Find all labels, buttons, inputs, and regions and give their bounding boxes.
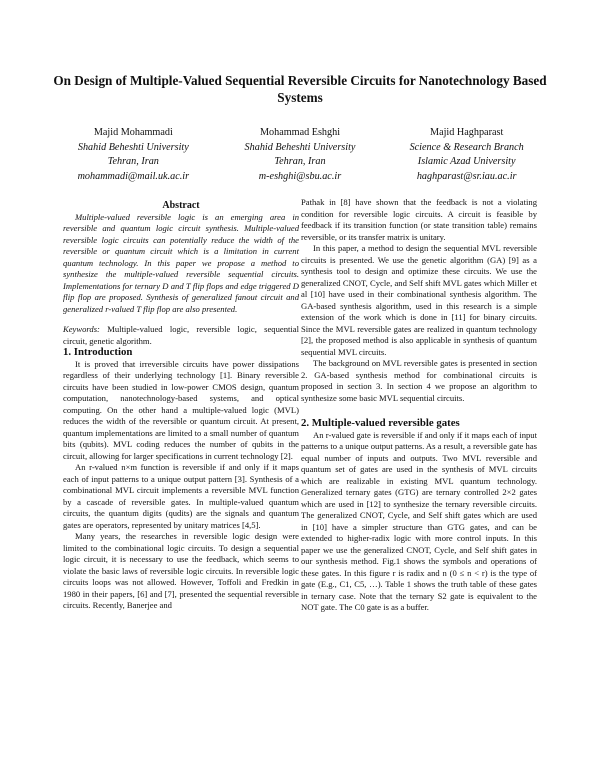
author-email: m-eshghi@sbu.ac.ir (258, 170, 342, 182)
author-3 (383, 126, 550, 184)
section-2-heading: 2. Multiple-valued reversible gates (301, 417, 460, 429)
author-1 (50, 126, 217, 184)
intro-paragraph-5: In this paper, a method to design the sequential MVL reversible circuits is presented. We use the genetic algorithm (GA) [9] as a synthesis tool to design and optimize these circuits. We use the generalized CNOT, Cycle, and Self shift MVL gates which Miller et al [10] have used in their combinational synthesis algorithm. The GA-based synthesis algorithm, used in this research is a simple extension of the work which is done in [11] for binary circuits. Since the MVL reversible gates are realized in quantum technology [2], the proposed method is also applicable in synthesis of quantum sequential MVL circuits. (301, 243, 537, 357)
left-column (63, 200, 299, 612)
author-city: Islamic Azad University (417, 156, 516, 167)
author-city: Tehran, Iran (107, 156, 159, 167)
intro-paragraph-4: Pathak in [8] have shown that the feedback is not a violating condition for reversible logic circuits. A circuit is feasible by feedback if its transition function (or state transition table) remains reversible, or its transfer matrix is unitary. (301, 197, 537, 242)
paper-title: On Design of Multiple-Valued Sequential Reversible Circuits for Nanotechnology Based Systems (53, 73, 547, 105)
author-affiliation: Shahid Beheshti University (244, 141, 356, 153)
author-city: Tehran, Iran (274, 156, 326, 167)
author-name: Mohammad Eshghi (259, 127, 341, 138)
section-1-heading: 1. Introduction (63, 346, 133, 358)
author-email: haghparast@sr.iau.ac.ir (416, 170, 517, 182)
author-email: mohammadi@mail.uk.ac.ir (77, 170, 190, 182)
intro-paragraph-3: Many years, the researches in reversible logic design were limited to the combinational logic circuits. To design a sequential logic circuit, it is necessary to use the feedback, which seems to violate the basic laws of reversible logic circuits. In reversible logic circuits loops was not allowed. However, Toffoli and Fredkin in 1980 in their papers, [6] and [7], presented the sequential reversible circuits. Recently, Banerjee and (63, 531, 299, 610)
keywords-text: Multiple-valued logic, reversible logic, sequential circuit, genetic algorithm. (63, 324, 299, 346)
author-affiliation: Science & Research Branch (409, 141, 524, 153)
intro-paragraph-1: It is proved that irreversible circuits have power dissipations regardless of their underlying technology [1]. Binary reversible circuits have been studied in low-power CMOS design, quantum computation, nanotechnology-based systems, and optical computing. On the other hand a multiple-valued logic (MVL) reduces the width of the reversible or quantum circuit. At present, quantum implementations are limited to a small number of quantum bits (qubits). MVL coding reduces the number of qubits in the circuit, allowing for larger specifications in current technology [2]. (63, 358, 299, 461)
right-column (301, 197, 537, 614)
author-name: Majid Haghparast (430, 127, 504, 138)
section-2-paragraph-1: An r-valued gate is reversible if and only if it maps each of input patterns to a unique output patterns. As a result, a reversible gate has equal number of inputs and outputs. Two MVL reversible and quantum set of gates are used in the synthesis of MVL circuits which are realizable in existing MVL quantum technology. Generalized ternary gates (GTG) are ternary controlled 2×2 gates which are used in [12] to synthesize the ternary reversible circuits. The generalized CNOT, Cycle, and Self shift gates which are used in [10] have a simpler structure than GTG gates, and can be extended to higher-radix logic with more control inputs. In this paper we use the generalized CNOT, Cycle, and Self shift gates in our synthesis method. Fig.1 shows the symbols and operations of these gates. In this figure r is radix and n (0 ≤ n < r) is the type of gate (E.g., C1, C5, …). Table 1 shows the truth table of these gates in ternary case. Note that the ternary S2 gate is equivalent to the NOT gate. The C0 gate is as a buffer. (301, 429, 537, 612)
intro-paragraph-6: The background on MVL reversible gates is presented in section 2. GA-based synthesis method for combinational circuits is proposed in section 3. In section 4 we propose an algorithm to synthesize some basic MVL sequential circuits. (301, 358, 537, 403)
abstract-text: Multiple-valued reversible logic is an emerging area in reversible and quantum logic circuit synthesis. Multiple-valued reversible logic circuits can potentially reduce the width of the reversible or quantum circuit which is a limitation in current quantum technology. In this paper we propose a method to synthesize the multiple-valued reversible sequential circuits. Implementations for ternary D and T flip flops and edge triggered D flip flop are proposed. Synthesis of generalized fanout circuit and generalized r-valued T flip flop are also presented. (63, 211, 299, 314)
author-name: Majid Mohammadi (93, 127, 173, 138)
author-block (50, 126, 550, 184)
author-2 (217, 126, 384, 184)
keywords (63, 324, 299, 347)
keywords-label: Keywords: (63, 324, 100, 334)
author-affiliation: Shahid Beheshti University (77, 141, 189, 153)
intro-paragraph-2: An r-valued n×m function is reversible if and only if it maps each of input patterns to a unique output pattern [3]. Synthesis of a combinational MVL circuit implements a reversible MVL function by a cascade of reversible gates. In multiple-valued quantum circuits, the quantum digits (qudits) are the signals and quantum gates are operators, represented by unitary matrices [4,5]. (63, 462, 299, 530)
abstract-heading: Abstract (162, 200, 200, 211)
